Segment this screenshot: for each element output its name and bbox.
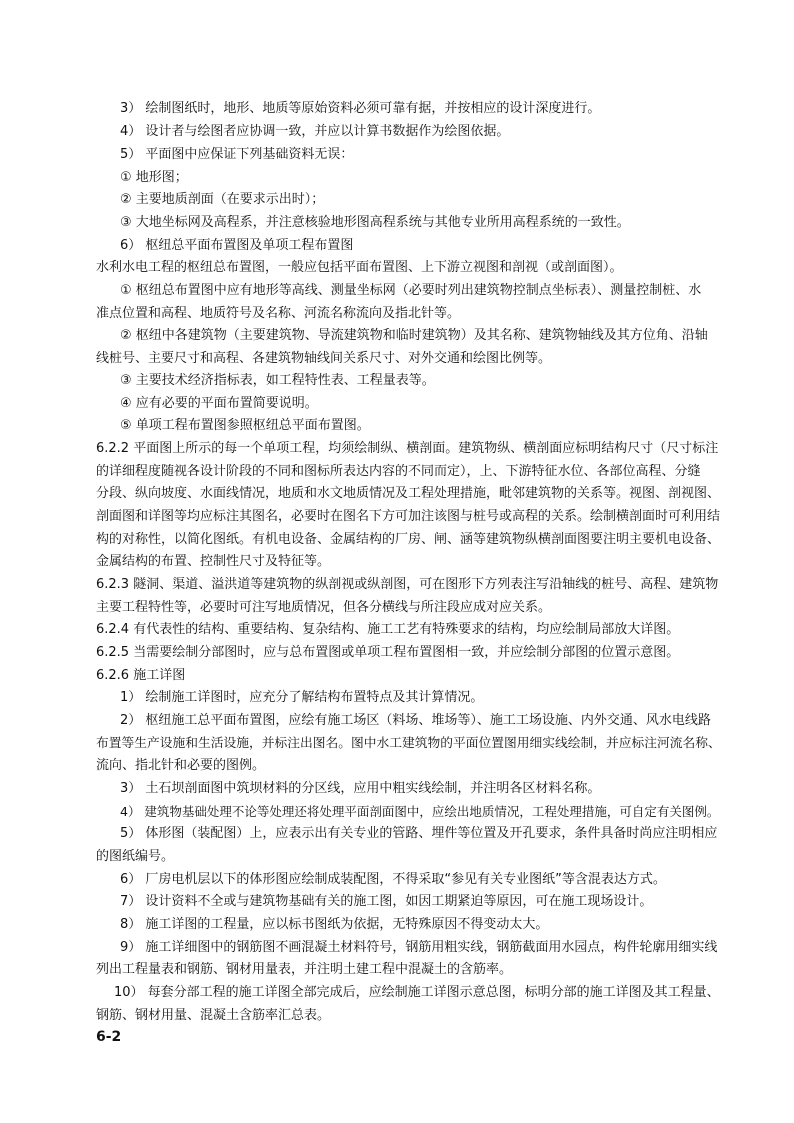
text-line: 7） 设计资料不全或与建筑物基础有关的施工图，如因工期紧迫等原因，可在施工现场设计。 (120, 894, 653, 909)
text-line: 的详细程度随视各设计阶段的不同和图标所表达内容的不同而定），上、下游特征水位、各部位高程、分缝 (96, 464, 701, 479)
text-line: 分段、纵向坡度、水面线情况，地质和水文地质情况及工程处理措施，毗邻建筑物的关系等。视图、剖视图、 (96, 486, 721, 501)
text-line: 10） 每套分部工程的施工详图全部完成后，应绘制施工详图示意总图，标明分部的施工详图及其工程量、 (114, 985, 720, 1000)
text-line: ③ 大地坐标网及高程系，并注意核验地形图高程系统与其他专业所用高程系统的一致性。 (120, 215, 630, 230)
text-line: 钢筋、钢材用量、混凝土含筋率汇总表。 (96, 1008, 331, 1023)
text-line: 8） 施工详图的工程量，应以标书图纸为依据，无特殊原因不得变动太大。 (120, 917, 549, 932)
text-line: ② 主要地质剖面（在要求示出时）； (120, 192, 325, 207)
text-line: 构的对称性，以简化图纸。有机电设备、金属结构的厂房、闸、涵等建筑物纵横剖面图要注明主要机电设备、 (96, 532, 721, 547)
text-line: 6） 厂房电机层以下的体形图应绘制成装配图，不得采取“参见有关专业图纸”等含混表达方式。 (120, 872, 666, 887)
text-line: 2） 枢纽施工总平面布置图，应绘有施工场区（料场、堆场等）、施工工场设施、内外交通、风水电线路 (120, 713, 711, 728)
text-line: 准点位置和高程、地质符号及名称、河流名称流向及指北针等。 (96, 306, 461, 321)
text-line: ④ 应有必要的平面布置简要说明。 (120, 396, 318, 411)
text-line: ① 地形图； (120, 170, 188, 185)
text-line: 6.2.5 当需要绘制分部图时，应与总布置图或单项工程布置图相一致，并应绘制分部图的位置示意图。 (96, 645, 680, 660)
text-line: 流向、指北针和必要的图例。 (96, 758, 266, 773)
text-line: ③ 主要技术经济指标表，如工程特性表、工程量表等。 (120, 373, 435, 388)
text-line: 4） 设计者与绘图者应协调一致，并应以计算书数据作为绘图依据。 (120, 124, 510, 139)
text-line: ① 枢纽总布置图中应有地形等高线、测量坐标网（必要时列出建筑物控制点坐标表）、测量控制桩、水 (120, 283, 702, 298)
text-line: ② 枢纽中各建筑物（主要建筑物、导流建筑物和临时建筑物）及其名称、建筑物轴线及其方位角、沿轴 (120, 328, 708, 343)
text-line: 6.2.6 施工详图 (96, 668, 186, 683)
text-line: 6） 枢纽总平面布置图及单项工程布置图 (120, 238, 354, 253)
text-line: 列出工程量表和钢筋、钢材用量表，并注明土建工程中混凝土的含筋率。 (96, 962, 513, 977)
text-line: 6.2.2 平面图上所示的每一个单项工程，均须绘制纵、横剖面。建筑物纵、横剖面应标明结构尺寸（尺寸标注 (96, 441, 719, 456)
text-line: 5） 平面图中应保证下列基础资料无误： (120, 147, 354, 162)
text-line: 线桩号、主要尺寸和高程、各建筑物轴线间关系尺寸、对外交通和绘图比例等。 (96, 351, 552, 366)
text-line: 剖面图和详图等均应标注其图名，必要时在图名下方可加注该图与桩号或高程的关系。绘制横剖面时可利用结 (96, 509, 721, 524)
text-line: 布置等生产设施和生活设施，并标注出图名。图中水工建筑物的平面位置图用细实线绘制，并应标注河流名称、 (96, 736, 721, 751)
text-line: 5） 体形图（装配图）上，应表示出有关专业的管路、埋件等位置及开孔要求，条件具备时尚应注明相应 (120, 826, 718, 841)
text-line: 金属结构的布置、控制性尺寸及特征等。 (96, 554, 331, 569)
text-line: 的图纸编号。 (96, 849, 175, 864)
text-line: 6.2.4 有代表性的结构、重要结构、复杂结构、施工工艺有特殊要求的结构，均应绘制局部放大详图。 (96, 622, 680, 637)
text-line: 水利水电工程的枢纽总布置图，一般应包括平面布置图、上下游立视图和剖视（或剖面图）。 (96, 260, 623, 275)
page-number: 6-2 (96, 1029, 122, 1045)
text-line: 主要工程特性等，必要时可注写地质情况，但各分横线与所注段应成对应关系。 (96, 600, 552, 615)
text-line: 4） 建筑物基础处理不论等处理还将处理平面剖面图中，应绘出地质情况，工程处理措施，可自定有关图例。 (120, 804, 720, 819)
text-line: 9） 施工详细图中的钢筋图不画混凝土材料符号，钢筋用粗实线，钢筋截面用水园点，构件轮廓用细实线 (120, 940, 718, 955)
text-line: ⑤ 单项工程布置图参照枢纽总平面布置图。 (120, 418, 370, 433)
text-line: 3） 土石坝剖面图中筑坝材料的分区线，应用中粗实线绘制，并注明各区材料名称。 (120, 781, 601, 796)
text-line: 1） 绘制施工详图时，应充分了解结构布置特点及其计算情况。 (120, 690, 484, 705)
text-line: 6.2.3 隧洞、渠道、溢洪道等建筑物的纵剖视或纵剖图，可在图形下方列表注写沿轴线的桩号、高程、建筑物 (96, 577, 719, 592)
text-line: 3） 绘制图纸时，地形、地质等原始资料必须可靠有据，并按相应的设计深度进行。 (120, 101, 601, 116)
